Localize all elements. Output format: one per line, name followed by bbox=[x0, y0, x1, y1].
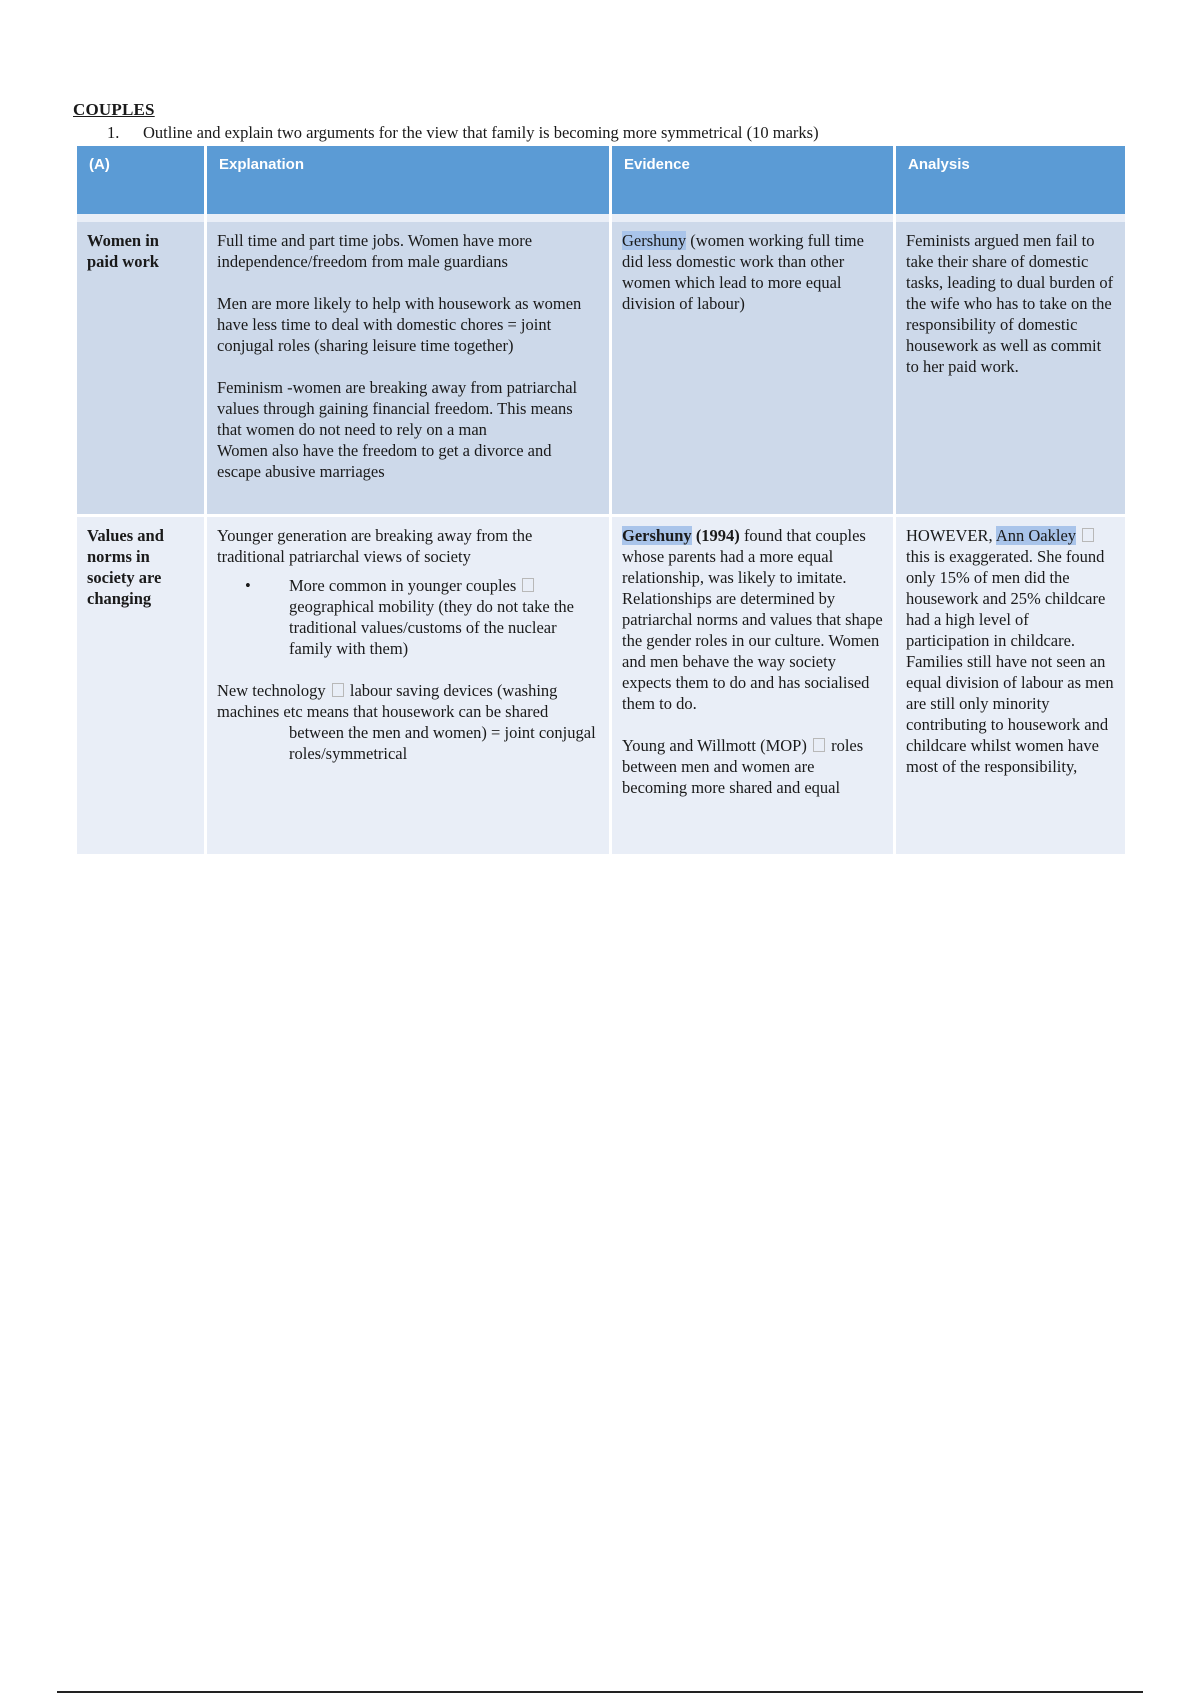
analysis-lead: HOWEVER, bbox=[906, 526, 996, 545]
evidence-cell bbox=[612, 222, 893, 514]
bullet-icon: • bbox=[245, 576, 251, 595]
footer-divider bbox=[57, 1691, 1143, 1693]
evidence-text: (women working full time did less domestic work than other women which lead to more equal division of labour) bbox=[622, 231, 864, 313]
explanation-paragraph: Full time and part time jobs. Women have more independence/freedom from male guardians bbox=[217, 231, 533, 271]
evidence-paragraph bbox=[622, 525, 883, 714]
evidence-text: Young and Willmott (MOP) bbox=[622, 736, 807, 755]
highlighted-name: Gershuny bbox=[622, 526, 692, 545]
explanation-paragraph: Men are more likely to help with housework as women have less time to deal with domestic chores = joint conjugal roles (sharing leisure time together) bbox=[217, 294, 582, 355]
table-row bbox=[77, 514, 1125, 854]
header-cell-analysis: Analysis bbox=[896, 146, 1125, 214]
argument-table bbox=[74, 146, 1128, 854]
evidence-text: found that couples whose parents had a more equal relationship, was likely to imitate. Relationships are determined by patriarchal norms and values that shape the gender roles in our culture. Women and men behave the way society expects them to do and has socialised them to do. bbox=[622, 526, 883, 713]
table-row bbox=[77, 222, 1125, 514]
highlighted-name: Ann Oakley bbox=[995, 526, 1077, 545]
evidence-text: roles between men and women are becoming more shared and equal bbox=[622, 736, 864, 797]
analysis-cell: Feminists argued men fail to take their share of domestic tasks, leading to dual burden of the wife who has to take on the responsibility of domestic housework as well as commit to her paid work. bbox=[896, 222, 1125, 514]
row-label: Values and norms in society are changing bbox=[77, 514, 204, 854]
bullet-item bbox=[217, 575, 599, 659]
header-cell-explanation: Explanation bbox=[207, 146, 609, 214]
evidence-year: (1994) bbox=[691, 526, 740, 545]
explanation-paragraph: Younger generation are breaking away from the traditional patriarchal views of society bbox=[217, 526, 533, 566]
evidence-cell bbox=[612, 514, 893, 854]
evidence-paragraph bbox=[622, 735, 883, 798]
box-glyph-icon bbox=[332, 683, 344, 697]
explanation-paragraph: Feminism -women are breaking away from patriarchal values through gaining financial freedom. This means that women do not need to rely on a man bbox=[217, 378, 578, 439]
table-header-row bbox=[77, 146, 1125, 214]
box-glyph-icon bbox=[1082, 528, 1094, 542]
row-label: Women in paid work bbox=[77, 222, 204, 514]
bullet-text: geographical mobility (they do not take the traditional values/customs of the nuclear family with them) bbox=[289, 597, 575, 658]
box-glyph-icon bbox=[813, 738, 825, 752]
explanation-cell bbox=[207, 222, 609, 514]
analysis-text: this is exaggerated. She found only 15% of men did the housework and 25% childcare had a high level of participation in childcare. Families still have not seen an equal division of labour as men are still only minority contributing to housework and childcare whilst women have most of the responsibility, bbox=[906, 547, 1114, 776]
explanation-text: New technology bbox=[217, 681, 326, 700]
analysis-cell bbox=[896, 514, 1125, 854]
question-text: Outline and explain two arguments for the view that family is becoming more symmetrical (10 marks) bbox=[143, 123, 819, 142]
explanation-text: between the men and women) = joint conjugal roles/symmetrical bbox=[289, 723, 596, 763]
header-cell-a: (A) bbox=[77, 146, 204, 214]
question-line bbox=[73, 123, 819, 143]
explanation-paragraph bbox=[217, 680, 599, 764]
explanation-paragraph: Women also have the freedom to get a divorce and escape abusive marriages bbox=[217, 441, 552, 481]
question-number: 1. bbox=[107, 123, 120, 142]
bullet-text: More common in younger couples bbox=[289, 576, 517, 595]
header-cell-evidence: Evidence bbox=[612, 146, 893, 214]
explanation-cell bbox=[207, 514, 609, 854]
highlighted-name: Gershuny bbox=[622, 231, 687, 250]
box-glyph-icon bbox=[522, 578, 534, 592]
table-spacer-row bbox=[77, 214, 1125, 222]
page-heading: COUPLES bbox=[73, 100, 155, 119]
explanation-text: labour saving devices (washing machines etc means that housework can be shared bbox=[217, 681, 558, 721]
